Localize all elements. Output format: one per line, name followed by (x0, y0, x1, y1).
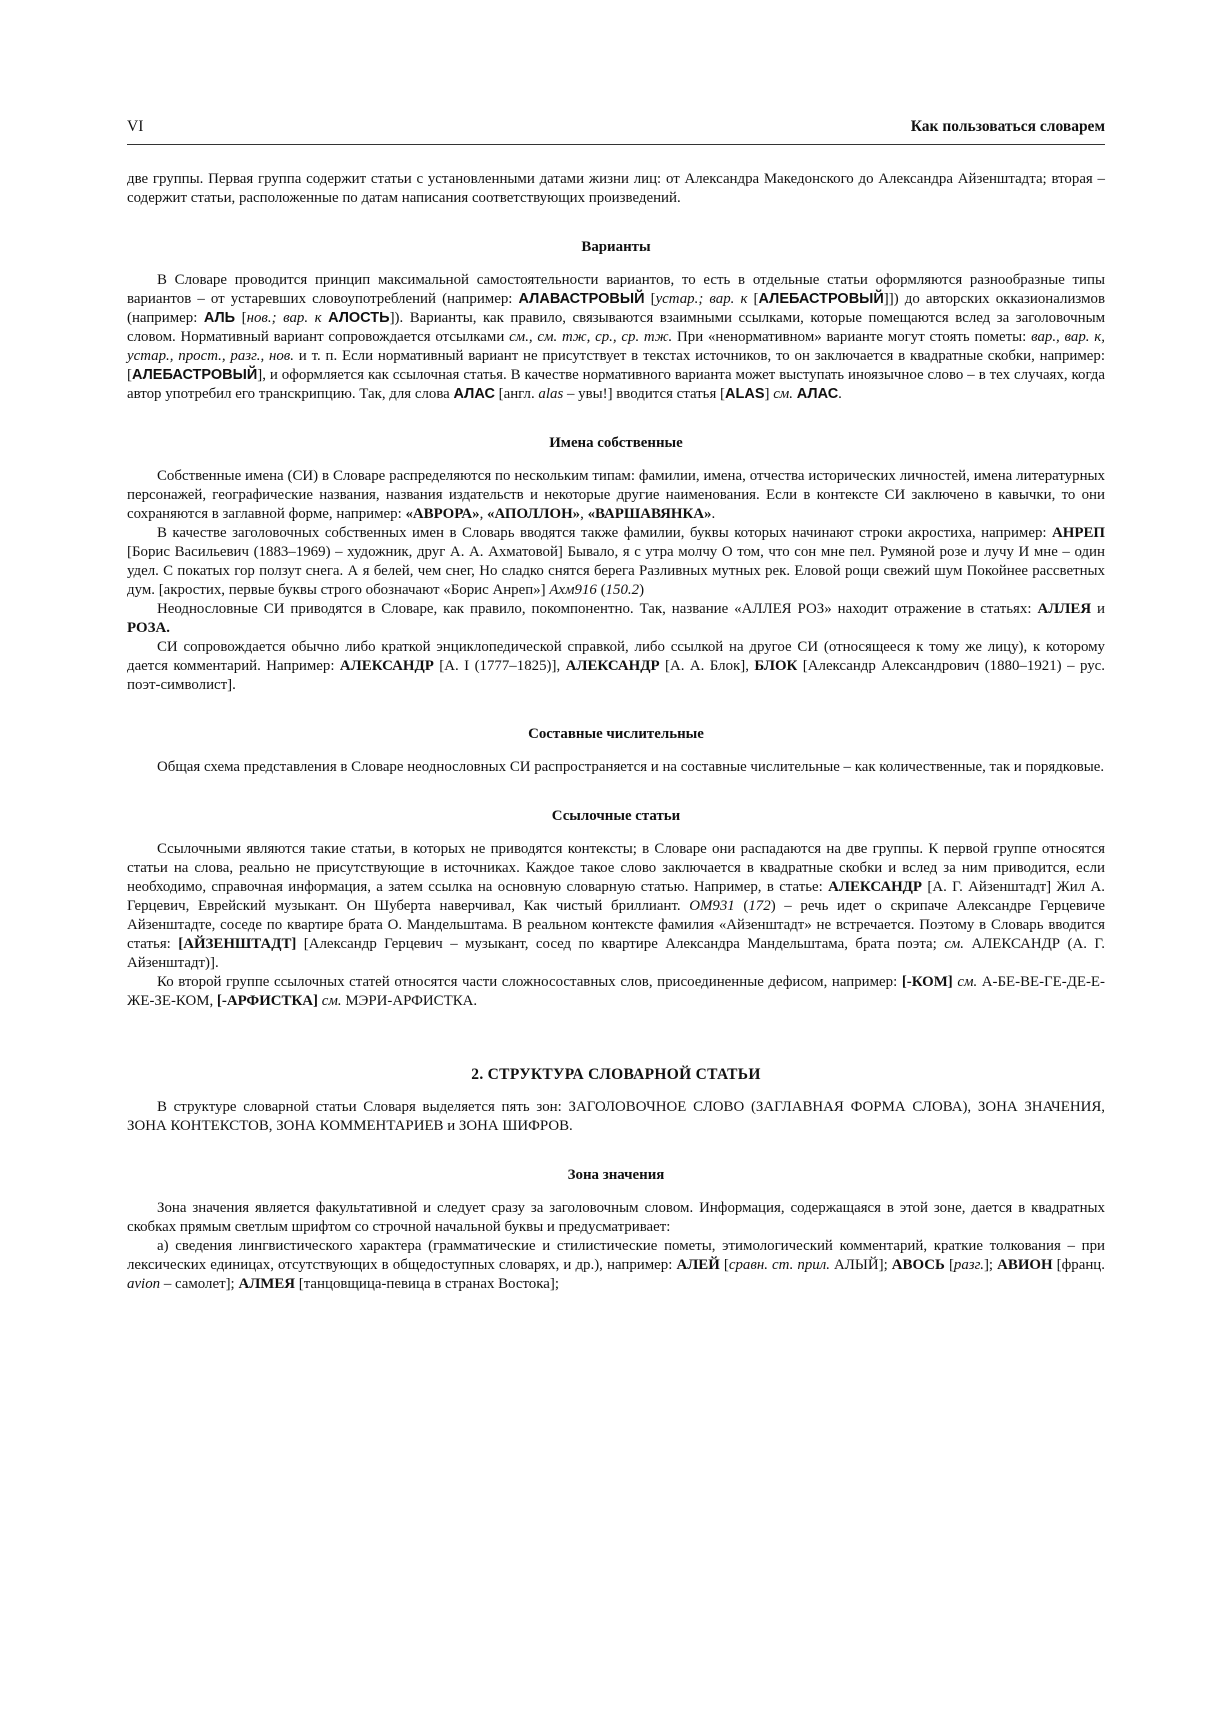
numerals-paragraph: Общая схема представления в Словаре неоднословных СИ распространяется и на составные числительные – как количественные, так и порядковые. (157, 759, 1105, 775)
running-title: Как пользоваться словарем (910, 118, 1105, 135)
content (127, 170, 1105, 1294)
structure-paragraph: В структуре словарной статьи Словаря выделяется пять зон: ЗАГОЛОВОЧНОЕ СЛОВО (ЗАГЛАВНАЯ ФОРМА СЛОВА), ЗОНА ЗНАЧЕНИЯ, ЗОНА КОНТЕКСТОВ, ЗОНА КОММЕНТАРИЕВ и ЗОНА ШИФРОВ. (127, 1099, 1105, 1134)
page-number: VI (127, 118, 144, 135)
heading-meaning-zone: Зона значения (567, 1167, 665, 1183)
heading-compound-numerals: Составные числительные (528, 726, 704, 742)
heading-reference-entries: Ссылочные статьи (551, 808, 681, 824)
meaning-paragraph-2: а) сведения лингвистического характера (грамматические и стилистические пометы, этимологический комментарий, краткие толкования – при лексических единицах, отсутствующих в общедоступных словарях, и др.), например: АЛЕЙ [сравн. ст. прил. АЛЫЙ]; АВОСЬ [разг.]; АВИОН [франц. avion – самолет]; АЛМЕЯ [танцовщица-певица в странах Востока]; (127, 1238, 1105, 1292)
page-header (127, 118, 1105, 140)
proper-paragraph-1: Собственные имена (СИ) в Словаре распределяются по нескольким типам: фамилии, имена, отчества исторических личностей, имена литературных персонажей, географические названия, названия издательств и некоторые другие наименования. Если в контексте СИ заключено в кавычки, то они сохраняются в заглавной форме, например: «АВРОРА», «АПОЛЛОН», «ВАРШАВЯНКА». (127, 468, 1105, 522)
refs-paragraph-1: Ссылочными являются такие статьи, в которых не приводятся контексты; в Словаре они распадаются на две группы. К первой группе относятся статьи на слова, реально не присутствующие в источниках. Каждое такое слово заключается в квадратные скобки и вслед за ним приводится, если необходимо, справочная информация, а затем ссылка на основную словарную статью. Например, в статье: АЛЕКСАНДР [А. Г. Айзенштадт] Жил А. Герцевич, Еврейский музыкант. Он Шуберта наверчивал, Как чистый бриллиант. ОМ931 (172) – речь идет о скрипаче Александре Герцевиче Айзенштадте, соседе по квартире брата О. Мандельштама. В реальном контексте фамилия «Айзенштадт» не встречается. Поэтому в Словарь вводится статья: [АЙЗЕНШТАДТ] [Александр Герцевич – музыкант, сосед по квартире Александра Мандельштама, брата поэта; см. АЛЕКСАНДР (А. Г. Айзенштадт)]. (127, 841, 1106, 971)
section-title-structure: 2. СТРУКТУРА СЛОВАРНОЙ СТАТЬИ (471, 1066, 761, 1083)
proper-paragraph-2: В качестве заголовочных собственных имен в Словарь вводятся также фамилии, буквы которых начинают строки акростиха, например: АНРЕП [Борис Васильевич (1883–1969) – художник, друг А. А. Ахматовой] Бывало, я с утра молчу О том, что сон мне пел. Румяной розе и лучу И мне – один удел. С покатых гор ползут снега. А я белей, чем снег, Но сладко снятся берега Разливных мутных рек. Еловой рощи свежий шум Покойнее рассветных дум. [акростих, первые буквы строго обозначают «Борис Анреп»] Ахм916 (150.2) (127, 525, 1105, 598)
header-rule (127, 144, 1105, 145)
meaning-paragraph-1: Зона значения является факультативной и следует сразу за заголовочным словом. Информация, содержащаяся в этой зоне, дается в квадратных скобках прямым светлым шрифтом со строчной начальной буквы и предусматривает: (127, 1200, 1105, 1235)
heading-proper-names: Имена собственные (549, 435, 683, 451)
intro-paragraph: две группы. Первая группа содержит статьи с установленными датами жизни лиц: от Александра Македонского до Александра Айзенштадта; вторая – содержит статьи, расположенные по датам написания соответствующих произведений. (127, 171, 1105, 206)
refs-paragraph-2: Ко второй группе ссылочных статей относятся части сложносоставных слов, присоединенные дефисом, например: [-КОМ] см. А-БЕ-ВЕ-ГЕ-ДЕ-Е-ЖЕ-ЗЕ-КОМ, [-АРФИСТКА] см. МЭРИ-АРФИСТКА. (127, 974, 1105, 1009)
proper-paragraph-3: Неоднословные СИ приводятся в Словаре, как правило, покомпонентно. Так, название «АЛЛЕЯ РОЗ» находит отражение в статьях: АЛЛЕЯ и РОЗА. (127, 601, 1105, 636)
heading-variants: Варианты (581, 239, 651, 255)
variants-paragraph: В Словаре проводится принцип максимальной самостоятельности вариантов, то есть в отдельные статьи оформляются разнообразные типы вариантов – от устаревших словоупотреблений (например: АЛАВАСТРОВЫЙ [устар.; вар. к [АЛЕБАСТРОВЫЙ]]) до авторских окказионализмов (например: АЛЬ [нов.; вар. к АЛОСТЬ]). Варианты, как правило, связываются взаимными ссылками, которые помещаются вслед за заголовочным словом. Нормативный вариант сопровождается отсылками см., см. тж, ср., ср. тж. При «ненормативном» варианте могут стоять пометы: вар., вар. к, устар., прост., разг., нов. и т. п. Если нормативный вариант не присутствует в текстах источников, то он заключается в квадратные скобки, например: [АЛЕБАСТРОВЫЙ], и оформляется как ссылочная статья. В качестве нормативного варианта может выступать иноязычное слово – в тех случаях, когда автор употребил его транскрипцию. Так, для слова АЛАС [англ. alas – увы!] вводится статья [ALAS] см. АЛАС. (127, 272, 1105, 402)
proper-paragraph-4: СИ сопровождается обычно либо краткой энциклопедической справкой, либо ссылкой на другое СИ (относящееся к тому же лицу), к которому дается комментарий. Например: АЛЕКСАНДР [А. I (1777–1825)], АЛЕКСАНДР [А. А. Блок], БЛОК [Александр Александрович (1880–1921) – рус. поэт-символист]. (127, 639, 1105, 693)
